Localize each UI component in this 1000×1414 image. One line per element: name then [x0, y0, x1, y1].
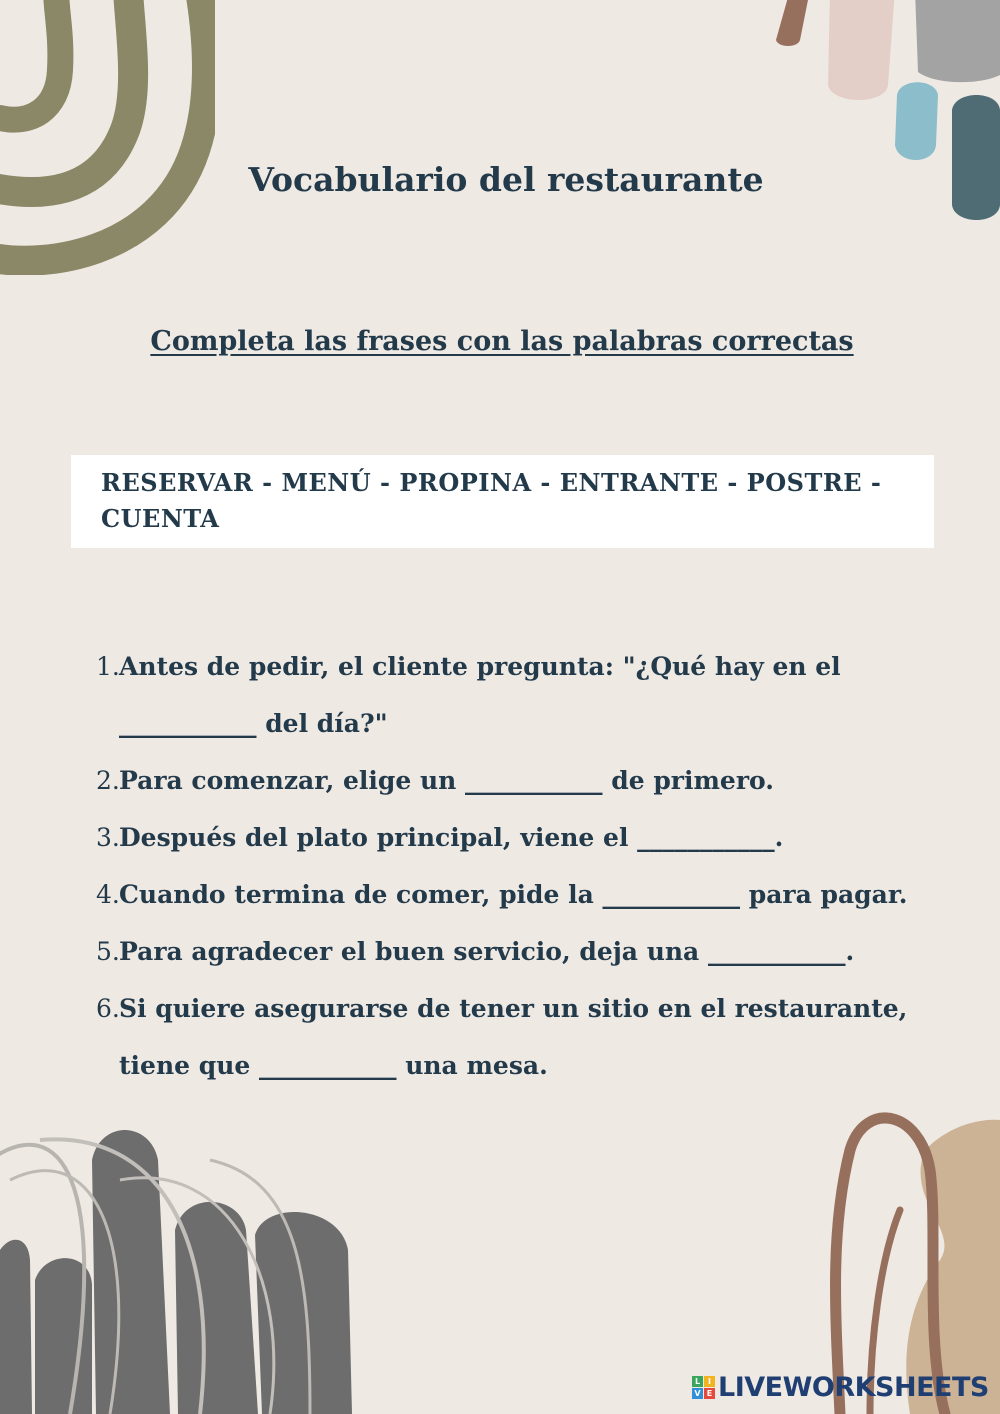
sentence-number: 1. [96, 652, 120, 681]
sentence-item [96, 980, 976, 1094]
sentence-number: 4. [96, 880, 120, 909]
badge-letter: E [704, 1388, 715, 1399]
sand-loops-decoration [830, 1110, 1000, 1414]
sentence-number: 5. [96, 937, 120, 966]
olive-arches-decoration [0, 0, 215, 275]
badge-letter: V [692, 1388, 703, 1399]
badge-letter: I [704, 1376, 715, 1387]
sentence-number: 3. [96, 823, 120, 852]
liveworksheets-brand: LIVEWORKSHEETS [718, 1372, 989, 1403]
liveworksheets-badge-icon [692, 1376, 715, 1399]
liveworksheets-logo [692, 1372, 989, 1403]
sentence-text: Si quiere asegurarse de tener un sitio en el restaurante, tiene que ___________ una mesa. [119, 994, 908, 1080]
sentence-item [96, 638, 976, 752]
sentence-text: Antes de pedir, el cliente pregunta: "¿Qué hay en el ___________ del día?" [119, 652, 841, 738]
worksheet-title: Vocabulario del restaurante [248, 160, 764, 199]
sentence-item [96, 923, 976, 980]
word-bank-box [71, 455, 934, 548]
sentence-item [96, 752, 976, 809]
sentence-item [96, 809, 976, 866]
sentence-text: Cuando termina de comer, pide la ___________ para pagar. [119, 880, 908, 909]
sentence-text: Después del plato principal, viene el ___________. [119, 823, 784, 852]
word-bank-text: RESERVAR - MENÚ - PROPINA - ENTRANTE - POSTRE - CUENTA [101, 468, 882, 533]
sentence-number: 6. [96, 994, 120, 1023]
sentence-text: Para agradecer el buen servicio, deja una ___________. [119, 937, 855, 966]
sentence-list [96, 638, 976, 1094]
badge-letter: L [692, 1376, 703, 1387]
charcoal-strokes-decoration [0, 1120, 360, 1414]
worksheet-instruction: Completa las frases con las palabras correctas [150, 326, 854, 357]
sentence-text: Para comenzar, elige un ___________ de primero. [119, 766, 774, 795]
sentence-item [96, 866, 976, 923]
sentence-number: 2. [96, 766, 120, 795]
